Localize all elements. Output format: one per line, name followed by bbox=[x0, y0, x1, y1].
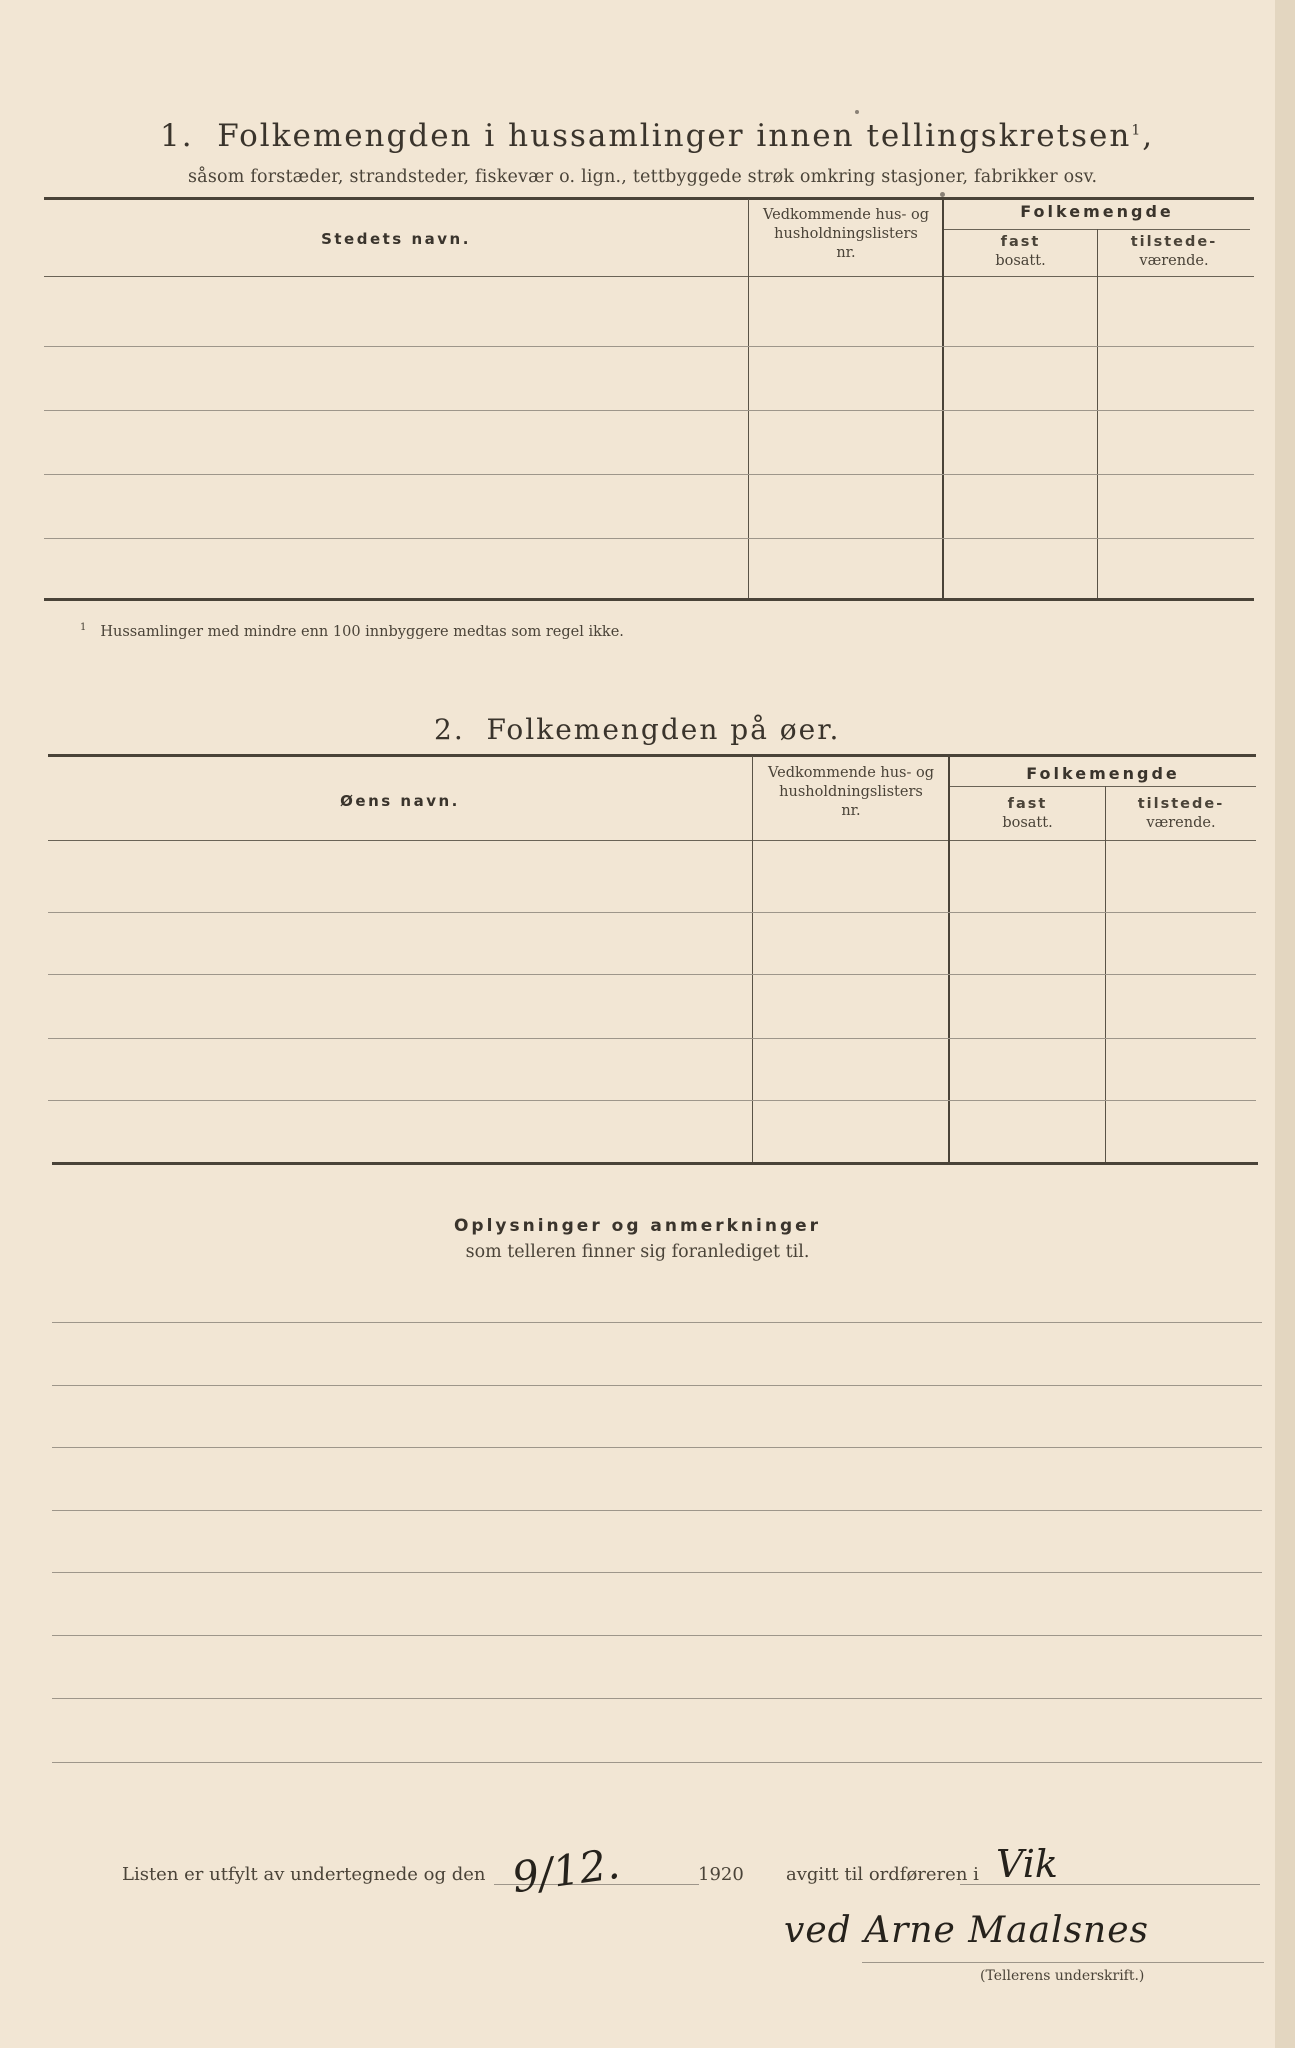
section1-title: 1. Folkemengden i hussamlinger innen tellingskretsen$^1$, bbox=[160, 118, 1155, 154]
section2-col-fast-bosatt: fast bosatt. bbox=[1002, 796, 1053, 831]
section1-col-fast-bosatt: fast bosatt. bbox=[995, 234, 1046, 269]
signature-year: 1920 bbox=[698, 1864, 744, 1885]
section1-col-place: Stedets navn. bbox=[321, 230, 471, 248]
signature-text-after-year: avgitt til ordføreren i bbox=[786, 1864, 979, 1885]
section2-col-place: Øens navn. bbox=[340, 792, 460, 810]
ink-speck bbox=[940, 192, 945, 197]
section1-col-list-numbers: Vedkommende hus- og husholdningslisters nr. bbox=[762, 207, 930, 261]
page-edge bbox=[1275, 0, 1295, 2048]
section1-col-tilstedevaerende: tilstede- værende. bbox=[1130, 234, 1218, 269]
signature-text-before-date: Listen er utfylt av undertegnede og den bbox=[122, 1864, 486, 1885]
section2-title: 2. Folkemengden på øer. bbox=[434, 713, 841, 746]
handwritten-place: Vik bbox=[996, 1842, 1058, 1886]
section1-subtitle: såsom forstæder, strandsteder, fiskevær o. lign., tettbyggede strøk omkring stasjoner, fabrikker osv. bbox=[188, 167, 1098, 187]
remarks-subtitle: som telleren finner sig foranlediget til. bbox=[465, 1242, 810, 1262]
section1-col-population: Folkemengde bbox=[1020, 202, 1174, 221]
section1-footnote: $^1$ Hussamlinger med mindre enn 100 innbyggere medtas som regel ikke. bbox=[80, 622, 624, 640]
section2-col-population: Folkemengde bbox=[1026, 764, 1180, 783]
handwritten-date: 9/12. bbox=[509, 1838, 623, 1903]
section2-col-list-numbers: Vedkommende hus- og husholdningslisters nr. bbox=[767, 765, 935, 819]
remarks-title: Oplysninger og anmerkninger bbox=[453, 1216, 822, 1236]
signature-caption: (Tellerens underskrift.) bbox=[980, 1968, 1145, 1984]
handwritten-signature: ved Arne Maalsnes bbox=[784, 1910, 1150, 1951]
ink-speck bbox=[855, 110, 859, 114]
section2-col-tilstedevaerende: tilstede- værende. bbox=[1137, 796, 1225, 831]
